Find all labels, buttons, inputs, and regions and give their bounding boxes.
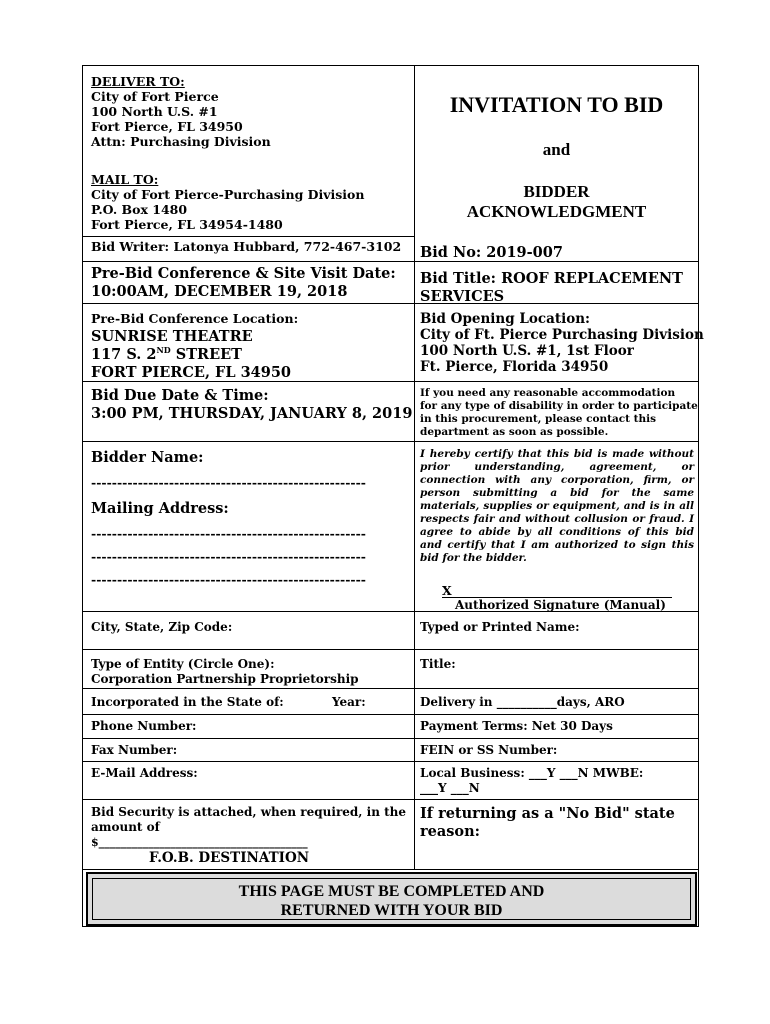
accommodation-line: department as soon as possible.	[420, 426, 609, 438]
email-field[interactable]: E-Mail Address:	[91, 766, 198, 780]
mail-line: P.O. Box 1480	[91, 202, 188, 217]
title-field[interactable]: Title:	[420, 657, 456, 671]
mail-heading: MAIL TO:	[91, 172, 159, 187]
prebid-location-line: SUNRISE THEATRE	[91, 328, 253, 345]
bid-writer: Bid Writer: Latonya Hubbard, 772-467-3102	[91, 239, 402, 254]
bid-opening-line: City of Ft. Pierce Purchasing Division	[420, 327, 704, 343]
mail-to-block	[91, 172, 411, 232]
prebid-heading: Pre-Bid Conference & Site Visit Date:	[91, 265, 396, 282]
bid-security-line: amount of	[91, 820, 160, 834]
incorporated-field[interactable]: Incorporated in the State of:	[91, 695, 284, 709]
due-datetime: 3:00 PM, THURSDAY, JANUARY 8, 2019	[91, 405, 413, 422]
street-number: 117 S. 2	[91, 346, 157, 363]
deliver-line: City of Fort Pierce	[91, 89, 219, 104]
payment-terms: Payment Terms: Net 30 Days	[420, 719, 613, 733]
bid-security-line: Bid Security is attached, when required, in the	[91, 805, 407, 819]
due-heading: Bid Due Date & Time:	[91, 387, 269, 404]
fein-field[interactable]: FEIN or SS Number:	[420, 743, 558, 757]
divider	[83, 649, 698, 650]
fax-field[interactable]: Fax Number:	[91, 743, 178, 757]
accommodation-line: in this procurement, please contact this	[420, 413, 657, 425]
divider	[83, 869, 698, 870]
year-field[interactable]: Year:	[332, 695, 366, 709]
bidder-block	[91, 449, 409, 587]
mwbe-line: ___Y ___N	[420, 781, 480, 795]
entity-options[interactable]: Corporation Partnership Proprietorship	[91, 672, 359, 686]
divider	[83, 799, 698, 800]
return-notice-line: THIS PAGE MUST BE COMPLETED AND	[238, 883, 545, 900]
divider	[83, 738, 698, 739]
signature-line[interactable]	[442, 583, 672, 598]
street-suffix: ND	[156, 345, 171, 356]
certification-text: I hereby certify that this bid is made without prior understanding, agreement, or connection with any corporation, firm, or person submitting a bid for the same materials, supplies or equipment, and is in all respects fair and without collusion or fraud. I agree to abide by all conditions of this bid and certify that I am authorized to sign this bid for the bidder.	[420, 448, 694, 564]
return-notice-line: RETURNED WITH YOUR BID	[280, 902, 503, 919]
page-title: INVITATION TO BID	[449, 92, 664, 117]
bid-security-field[interactable]	[91, 805, 413, 866]
mailing-address-line[interactable]: -----------------------------------------------------	[91, 549, 366, 564]
bid-title-block	[420, 270, 696, 306]
bidder-name-label: Bidder Name:	[91, 449, 204, 466]
local-business-field[interactable]	[420, 766, 696, 796]
accommodation-line: for any type of disability in order to participate	[420, 400, 698, 412]
bid-title-line: Bid Title: ROOF REPLACEMENT	[420, 270, 683, 287]
prebid-location-street	[91, 346, 413, 364]
bid-opening-line: Ft. Pierce, Florida 34950	[420, 359, 609, 375]
deliver-to-block	[91, 74, 411, 149]
divider	[83, 441, 698, 442]
bid-form	[82, 65, 704, 927]
signature-x-mark: X	[442, 583, 452, 598]
delivery-field[interactable]: Delivery in __________days, ARO	[420, 695, 625, 709]
divider	[83, 688, 698, 689]
bid-security-amount[interactable]: $______________________________________	[91, 836, 308, 849]
bidder-name-line[interactable]: -----------------------------------------------------	[91, 475, 366, 490]
title-and: and	[542, 140, 571, 159]
bid-title-line: SERVICES	[420, 288, 505, 305]
divider	[83, 714, 698, 715]
bid-number: Bid No: 2019-007	[420, 244, 563, 261]
no-bid-line: If returning as a "No Bid" state	[420, 805, 675, 822]
bid-opening-block	[420, 311, 704, 375]
accommodation-line: If you need any reasonable accommodation	[420, 387, 676, 399]
deliver-line: Fort Pierce, FL 34950	[91, 119, 243, 134]
title-acknowledgment: ACKNOWLEDGMENT	[466, 202, 647, 221]
no-bid-line: reason:	[420, 823, 480, 840]
bid-opening-line: 100 North U.S. #1, 1st Floor	[420, 343, 634, 359]
city-state-zip-field[interactable]: City, State, Zip Code:	[91, 620, 233, 634]
prebid-date-block	[91, 265, 413, 301]
divider	[83, 236, 414, 237]
no-bid-reason-field[interactable]	[420, 805, 696, 841]
prebid-location-line: FORT PIERCE, FL 34950	[91, 364, 292, 381]
mail-line: Fort Pierce, FL 34954-1480	[91, 217, 283, 232]
return-notice-inner	[92, 878, 691, 920]
typed-name-field[interactable]: Typed or Printed Name:	[420, 620, 580, 634]
prebid-location-heading: Pre-Bid Conference Location:	[91, 311, 299, 326]
due-date-block	[91, 387, 413, 423]
deliver-line: 100 North U.S. #1	[91, 104, 218, 119]
fob-destination: F.O.B. DESTINATION	[149, 850, 310, 866]
deliver-line: Attn: Purchasing Division	[91, 134, 271, 149]
prebid-datetime: 10:00AM, DECEMBER 19, 2018	[91, 283, 348, 300]
phone-field[interactable]: Phone Number:	[91, 719, 197, 733]
entity-label: Type of Entity (Circle One):	[91, 657, 275, 671]
entity-type-field[interactable]	[91, 657, 413, 687]
mail-line: City of Fort Pierce-Purchasing Division	[91, 187, 365, 202]
mailing-address-label: Mailing Address:	[91, 500, 229, 517]
mailing-address-line[interactable]: -----------------------------------------------------	[91, 526, 366, 541]
prebid-location-block	[91, 311, 413, 382]
divider	[83, 761, 698, 762]
title-bidder: BIDDER	[523, 182, 590, 201]
return-notice-banner	[86, 872, 697, 926]
mailing-address-line[interactable]: -----------------------------------------------------	[91, 572, 366, 587]
signature-label: Authorized Signature (Manual)	[455, 598, 666, 612]
street-name: STREET	[170, 346, 242, 363]
deliver-heading: DELIVER TO:	[91, 74, 185, 89]
accommodation-notice	[420, 387, 698, 439]
bid-opening-heading: Bid Opening Location:	[420, 311, 590, 327]
title-block	[415, 66, 698, 222]
local-business-line: Local Business: ___Y ___N MWBE:	[420, 766, 644, 780]
